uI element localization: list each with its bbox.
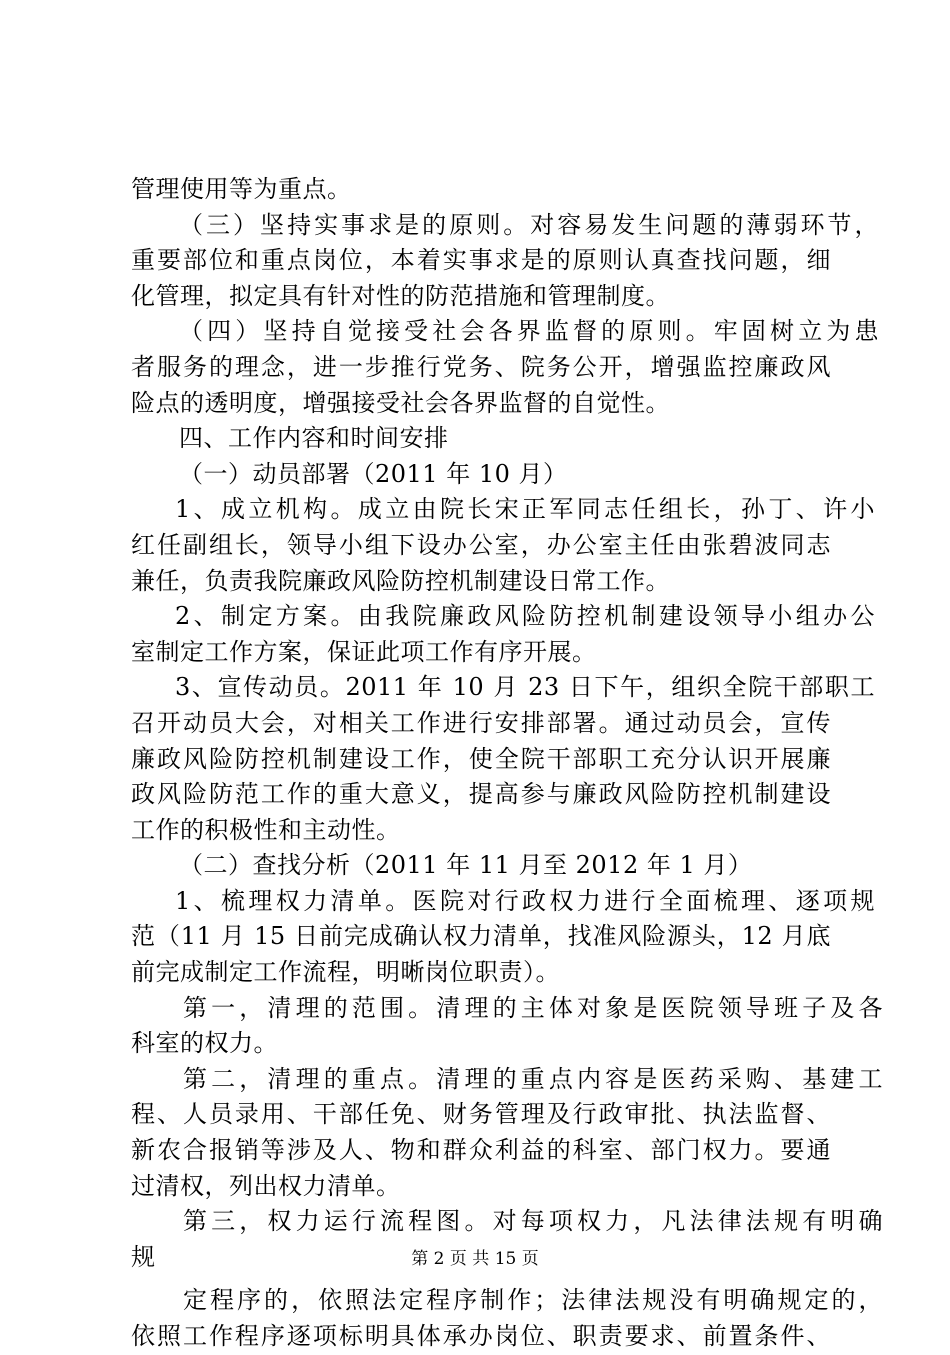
document-body: [131, 172, 883, 1355]
paragraph-line: 廉政风险防控机制建设工作，使全院干部职工充分认识开展廉: [131, 744, 831, 773]
paragraph-line: 工作的积极性和主动性。: [131, 815, 401, 844]
paragraph-line: 过清权，列出权力清单。: [131, 1171, 401, 1200]
paragraph-line: 第二，清理的重点。清理的重点内容是医药采购、基建工: [183, 1064, 883, 1093]
paragraph-line: 险点的透明度，增强接受社会各界监督的自觉性。: [131, 388, 670, 417]
paragraph-line: 2、制定方案。由我院廉政风险防控机制建设领导小组办公: [175, 602, 875, 631]
paragraph-line: 1、成立机构。成立由院长宋正军同志任组长，孙丁、许小: [175, 495, 875, 524]
section-heading: 四、工作内容和时间安排: [179, 424, 449, 453]
paragraph-line: 第一，清理的范围。清理的主体对象是医院领导班子及各: [183, 993, 883, 1022]
paragraph-line: 依照工作程序逐项标明具体承办岗位、职责要求、前置条件、: [131, 1322, 831, 1350]
page-number: 第 2 页 共 15 页: [411, 1249, 539, 1269]
subsection-heading: （一）动员部署（2011 年 10 月）: [179, 459, 568, 488]
paragraph-line: 1、梳理权力清单。医院对行政权力进行全面梳理、逐项规: [175, 886, 875, 915]
paragraph-line: 第三，权力运行流程图。对每项权力，凡法律法规有明确: [183, 1207, 883, 1236]
paragraph-line: 定程序的，依照法定程序制作；法律法规没有明确规定的，: [183, 1286, 883, 1315]
paragraph-line: 红任副组长，领导小组下设办公室，办公室主任由张碧波同志: [131, 530, 831, 559]
paragraph-line: 化管理，拟定具有针对性的防范措施和管理制度。: [131, 281, 670, 310]
paragraph-line: 前完成制定工作流程，明晰岗位职责）。: [131, 958, 560, 987]
paragraph-line: 程、人员录用、干部任免、财务管理及行政审批、执法监督、: [131, 1100, 831, 1129]
paragraph-line: （三）坚持实事求是的原则。对容易发生问题的薄弱环节，: [179, 210, 879, 239]
subsection-heading: （二）查找分析（2011 年 11 月至 2012 年 1 月）: [179, 851, 753, 880]
paragraph-line: 者服务的理念，进一步推行党务、院务公开，增强监控廉政风: [131, 352, 831, 381]
paragraph-line: 规: [131, 1242, 156, 1271]
paragraph-line: 室制定工作方案，保证此项工作有序开展。: [131, 637, 597, 666]
paragraph-line: 科室的权力。: [131, 1029, 278, 1058]
paragraph-line: 政风险防范工作的重大意义，提高参与廉政风险防控机制建设: [131, 780, 831, 809]
paragraph-line: 3、宣传动员。2011 年 10 月 23 日下午，组织全院干部职工: [175, 673, 875, 702]
paragraph-line: 范（11 月 15 日前完成确认权力清单，找准风险源头，12 月底: [131, 922, 831, 951]
paragraph-line: 重要部位和重点岗位，本着实事求是的原则认真查找问题，细: [131, 246, 831, 275]
paragraph-line: 兼任，负责我院廉政风险防控机制建设日常工作。: [131, 566, 670, 595]
paragraph-line: 管理使用等为重点。: [131, 175, 352, 203]
paragraph-line: 新农合报销等涉及人、物和群众利益的科室、部门权力。要通: [131, 1136, 831, 1165]
paragraph-line: （四）坚持自觉接受社会各界监督的原则。牢固树立为患: [179, 317, 879, 346]
paragraph-line: 召开动员大会，对相关工作进行安排部署。通过动员会，宣传: [131, 708, 831, 737]
